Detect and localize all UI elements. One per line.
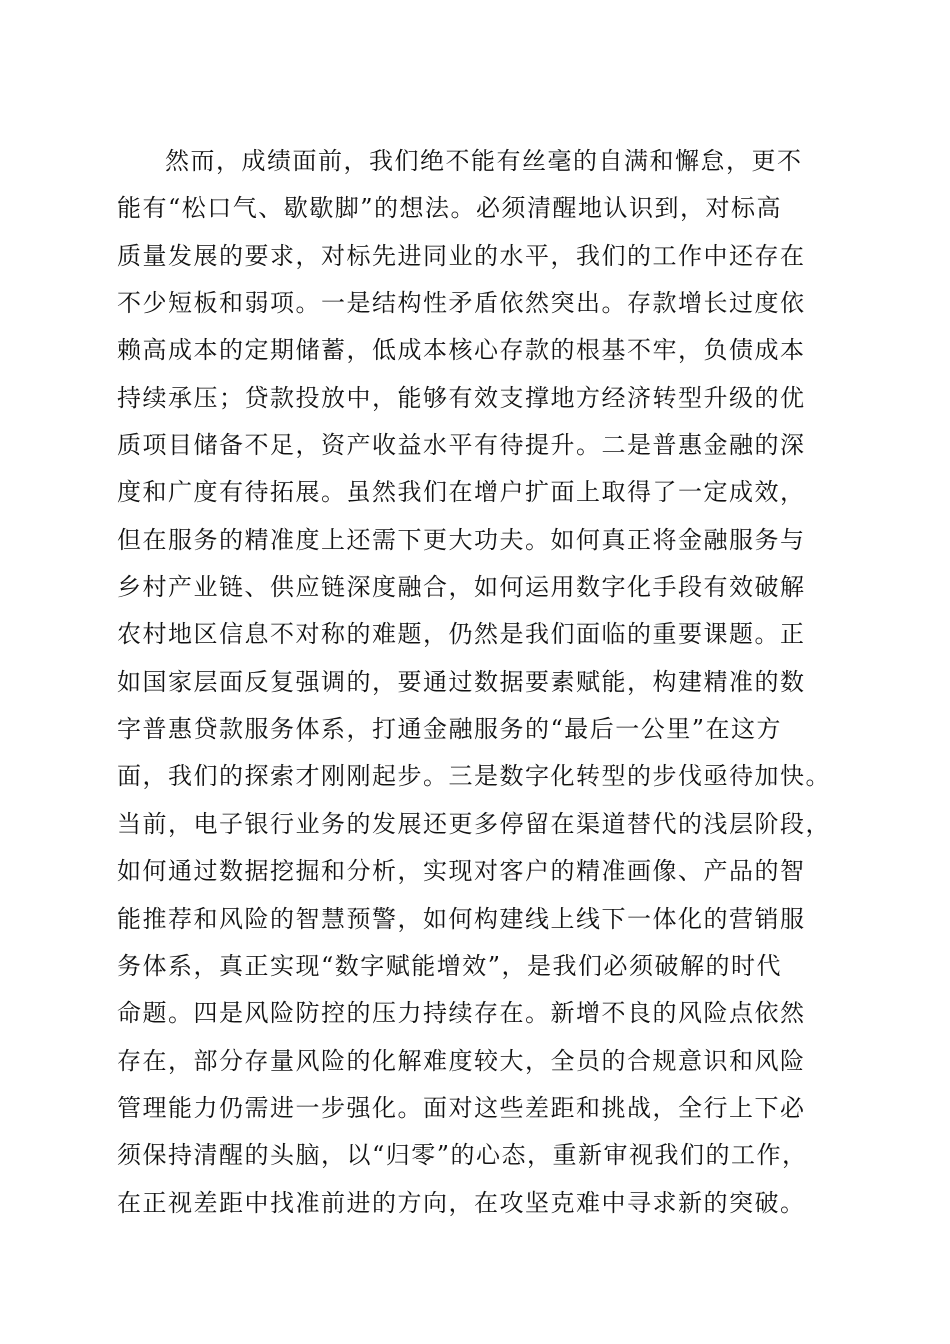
- paragraph-line: 持续承压；贷款投放中，能够有效支撑地方经济转型升级的优: [117, 383, 806, 412]
- paragraph-line: 度和广度有待拓展。虽然我们在增户扩面上取得了一定成效，: [117, 478, 806, 507]
- paragraph-line: 当前，电子银行业务的发展还更多停留在渠道替代的浅层阶段，: [117, 809, 831, 838]
- paragraph-line: 面，我们的探索才刚刚起步。三是数字化转型的步伐亟待加快。: [117, 762, 831, 791]
- paragraph-line: 管理能力仍需进一步强化。面对这些差距和挑战，全行上下必: [117, 1093, 806, 1122]
- paragraph-line: 不少短板和弱项。一是结构性矛盾依然突出。存款增长过度依: [117, 289, 806, 318]
- paragraph-line: 质项目储备不足，资产收益水平有待提升。二是普惠金融的深: [117, 431, 806, 460]
- paragraph-line: 乡村产业链、供应链深度融合，如何运用数字化手段有效破解: [117, 573, 806, 602]
- paragraph-line: 如何通过数据挖掘和分析，实现对客户的精准画像、产品的智: [117, 857, 806, 886]
- paragraph-line: 须保持清醒的头脑，以“归零”的心态，重新审视我们的工作，: [117, 1141, 808, 1170]
- paragraph-line: 字普惠贷款服务体系，打通金融服务的“最后一公里”在这方: [117, 715, 783, 744]
- paragraph-line: 赖高成本的定期储蓄，低成本核心存款的根基不牢，负债成本: [117, 336, 806, 365]
- body-paragraph: [117, 138, 837, 1227]
- paragraph-line: 务体系，真正实现“数字赋能增效”，是我们必须破解的时代: [117, 951, 783, 980]
- paragraph-line: 质量发展的要求，对标先进同业的水平，我们的工作中还存在: [117, 241, 806, 270]
- paragraph-line: 命题。四是风险防控的压力持续存在。新增不良的风险点依然: [117, 999, 806, 1028]
- paragraph-line: 如国家层面反复强调的，要通过数据要素赋能，构建精准的数: [117, 667, 806, 696]
- paragraph-line: 在正视差距中找准前进的方向，在攻坚克难中寻求新的突破。: [117, 1188, 806, 1217]
- paragraph-line: 存在，部分存量风险的化解难度较大，全员的合规意识和风险: [117, 1046, 806, 1075]
- paragraph-line: 能有“松口气、歇歇脚”的想法。必须清醒地认识到，对标高: [117, 194, 783, 223]
- paragraph-line: 能推荐和风险的智慧预警，如何构建线上线下一体化的营销服: [117, 904, 806, 933]
- paragraph-line: 但在服务的精准度上还需下更大功夫。如何真正将金融服务与: [117, 525, 806, 554]
- paragraph-line: 农村地区信息不对称的难题，仍然是我们面临的重要课题。正: [117, 620, 806, 649]
- paragraph-line: 然而，成绩面前，我们绝不能有丝毫的自满和懈怠，更不: [165, 147, 803, 175]
